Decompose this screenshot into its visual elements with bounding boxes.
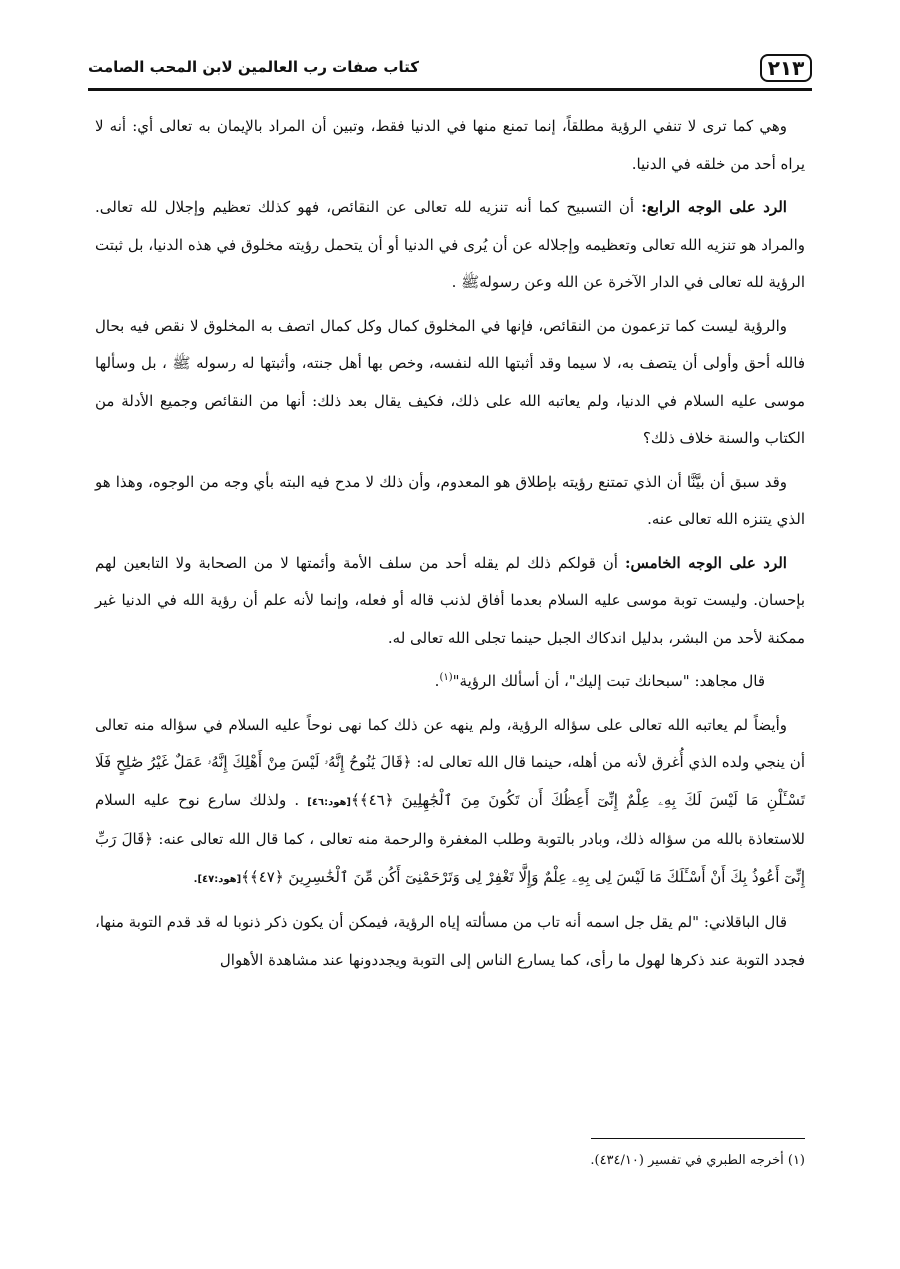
paragraph — [95, 904, 805, 979]
footnote-marker[interactable]: (١) — [439, 672, 453, 683]
quran-verse: ﴿قَالَ يَٰنُوحُ إِنَّهُۥ لَيْسَ مِنْ أَهْلِكَ إِنَّهُۥ عَمَلٌ غَيْرُ صَٰلِحٍ فَلَا تَسْـَٔلْنِ مَا لَيْسَ لَكَ بِهِۦ عِلْمٌ إِنِّىٓ أَعِظُكَ أَن تَكُونَ مِنَ ٱلْجَٰهِلِينَ ﴿٤٦﴾﴾ — [95, 753, 805, 809]
paragraph-text: . ولذلك سارع نوح عليه السلام للاستعاذة بالله من سؤاله ذلك، وبادر بالتوبة وطلب المغفرة والرحمة منه تعالى ، كما قال الله تعالى عنه: — [95, 790, 806, 848]
paragraph-text: وقد سبق أن بيَّنَّا أن الذي تمتنع رؤيته بإطلاق هو المعدوم، وأن ذلك لا مدح فيه البته بأي وجه من الوجوه، وهذا هو الذي يتنزه الله تعالى عنه. — [95, 472, 805, 528]
page-header — [88, 52, 812, 92]
paragraph — [95, 308, 805, 458]
quran-verse: ﴿قَالَ رَبِّ إِنِّىٓ أَعُوذُ بِكَ أَنْ أَسْـَٔلَكَ مَا لَيْسَ لِى بِهِۦ عِلْمٌ وَإِلَّا تَغْفِرْ لِى وَتَرْحَمْنِىٓ أَكُن مِّنَ ٱلْخَٰسِرِينَ ﴿٤٧﴾﴾ — [95, 830, 805, 886]
footnote: (١) أخرجه الطبري في تفسير (٤٣٤/١٠). — [590, 1153, 805, 1168]
page-body — [95, 108, 805, 985]
verse-citation: [هود:٤٦] — [307, 796, 351, 808]
paragraph — [95, 108, 805, 183]
paragraph — [95, 545, 805, 658]
quote-text: قال مجاهد: "سبحانك تبت إليك"، أن أسألك الرؤية" — [452, 672, 765, 690]
paragraph — [95, 464, 805, 539]
paragraph-text: قال الباقلاني: "لم يقل جل اسمه أنه تاب من مسألته إياه الرؤية، فيمكن أن يكون ذكر ذنوبا له قد قدم التوبة منها، فجدد التوبة عند ذكرها لهول ما رأى، كما يسارع الناس إلى التوبة ويجددونها عند مشاهدة الأهوال — [95, 913, 805, 969]
page-number: ٢١٣ — [760, 54, 812, 82]
verse-citation: [هود:٤٧]. — [193, 873, 242, 885]
header-rule — [88, 88, 812, 91]
paragraph-lead: الرد على الوجه الرابع: — [641, 198, 787, 216]
paragraph-lead: الرد على الوجه الخامس: — [624, 553, 787, 572]
running-title: كتاب صفات رب العالمين لابن المحب الصامت — [88, 58, 419, 76]
paragraph — [95, 189, 805, 302]
paragraph-text: والرؤية ليست كما تزعمون من النقائص، فإنها في المخلوق كمال وكل كمال اتصف به المخلوق لا نقص فيه بحال فالله أحق وأولى أن يتصف به، لا سيما وقد أثبتها الله لنفسه، وخص بها أهل جنته، وأثبتها له رسوله ﷺ ، بل وسألها موسى عليه السلام في الدنيا، ولم يعاتبه الله على ذلك، فكيف يقال بعد ذلك: أنها من النقائص وجميع الأدلة من الكتاب والسنة خلاف ذلك؟ — [95, 316, 805, 447]
footnote-rule — [591, 1138, 805, 1139]
paragraph-text: وأيضاً لم يعاتبه الله تعالى على سؤاله الرؤية، ولم ينهه عن ذلك كما نهى نوحاً عليه السلام في سؤاله منه تعالى أن ينجي ولده الذي أُغرق لأنه من أهله، حينما قال الله تعالى له: — [95, 715, 805, 771]
paragraph-text: أن التسبيح كما أنه تنزيه لله تعالى عن النقائص، فهو كذلك تعظيم وإجلال لله تعالى. والمراد هو تنزيه الله تعالى وتعظيمه وإجلاله عن أن يُرى في الدنيا أو أن يتحمل رؤيته مخلوق في هذه الدنيا، بل ثبتت الرؤية لله تعالى في الدار الآخرة عن الله وعن رسولهﷺ . — [95, 198, 805, 291]
paragraph — [95, 707, 805, 899]
paragraph-text: أن قولكم ذلك لم يقله أحد من سلف الأمة وأئمتها لا من الصحابة ولا التابعين لهم بإحسان. وليست توبة موسى عليه السلام بعدما أفاق لذنب قاله أو فعله، وإنما لأنه علم أن رؤية الله في الدنيا غير ممكنة لأحد من البشر، بدليل اندكاك الجبل حينما تجلى الله تعالى له. — [95, 553, 805, 647]
quote-end: . — [434, 672, 440, 690]
paragraph-text: وهي كما ترى لا تنفي الرؤية مطلقاً، إنما تمنع منها في الدنيا فقط، وتبين أن المراد بالإيمان به تعالى أي: أنه لا يراه أحد من خلقه في الدنيا. — [95, 117, 805, 173]
mujahid-quote — [95, 663, 805, 701]
